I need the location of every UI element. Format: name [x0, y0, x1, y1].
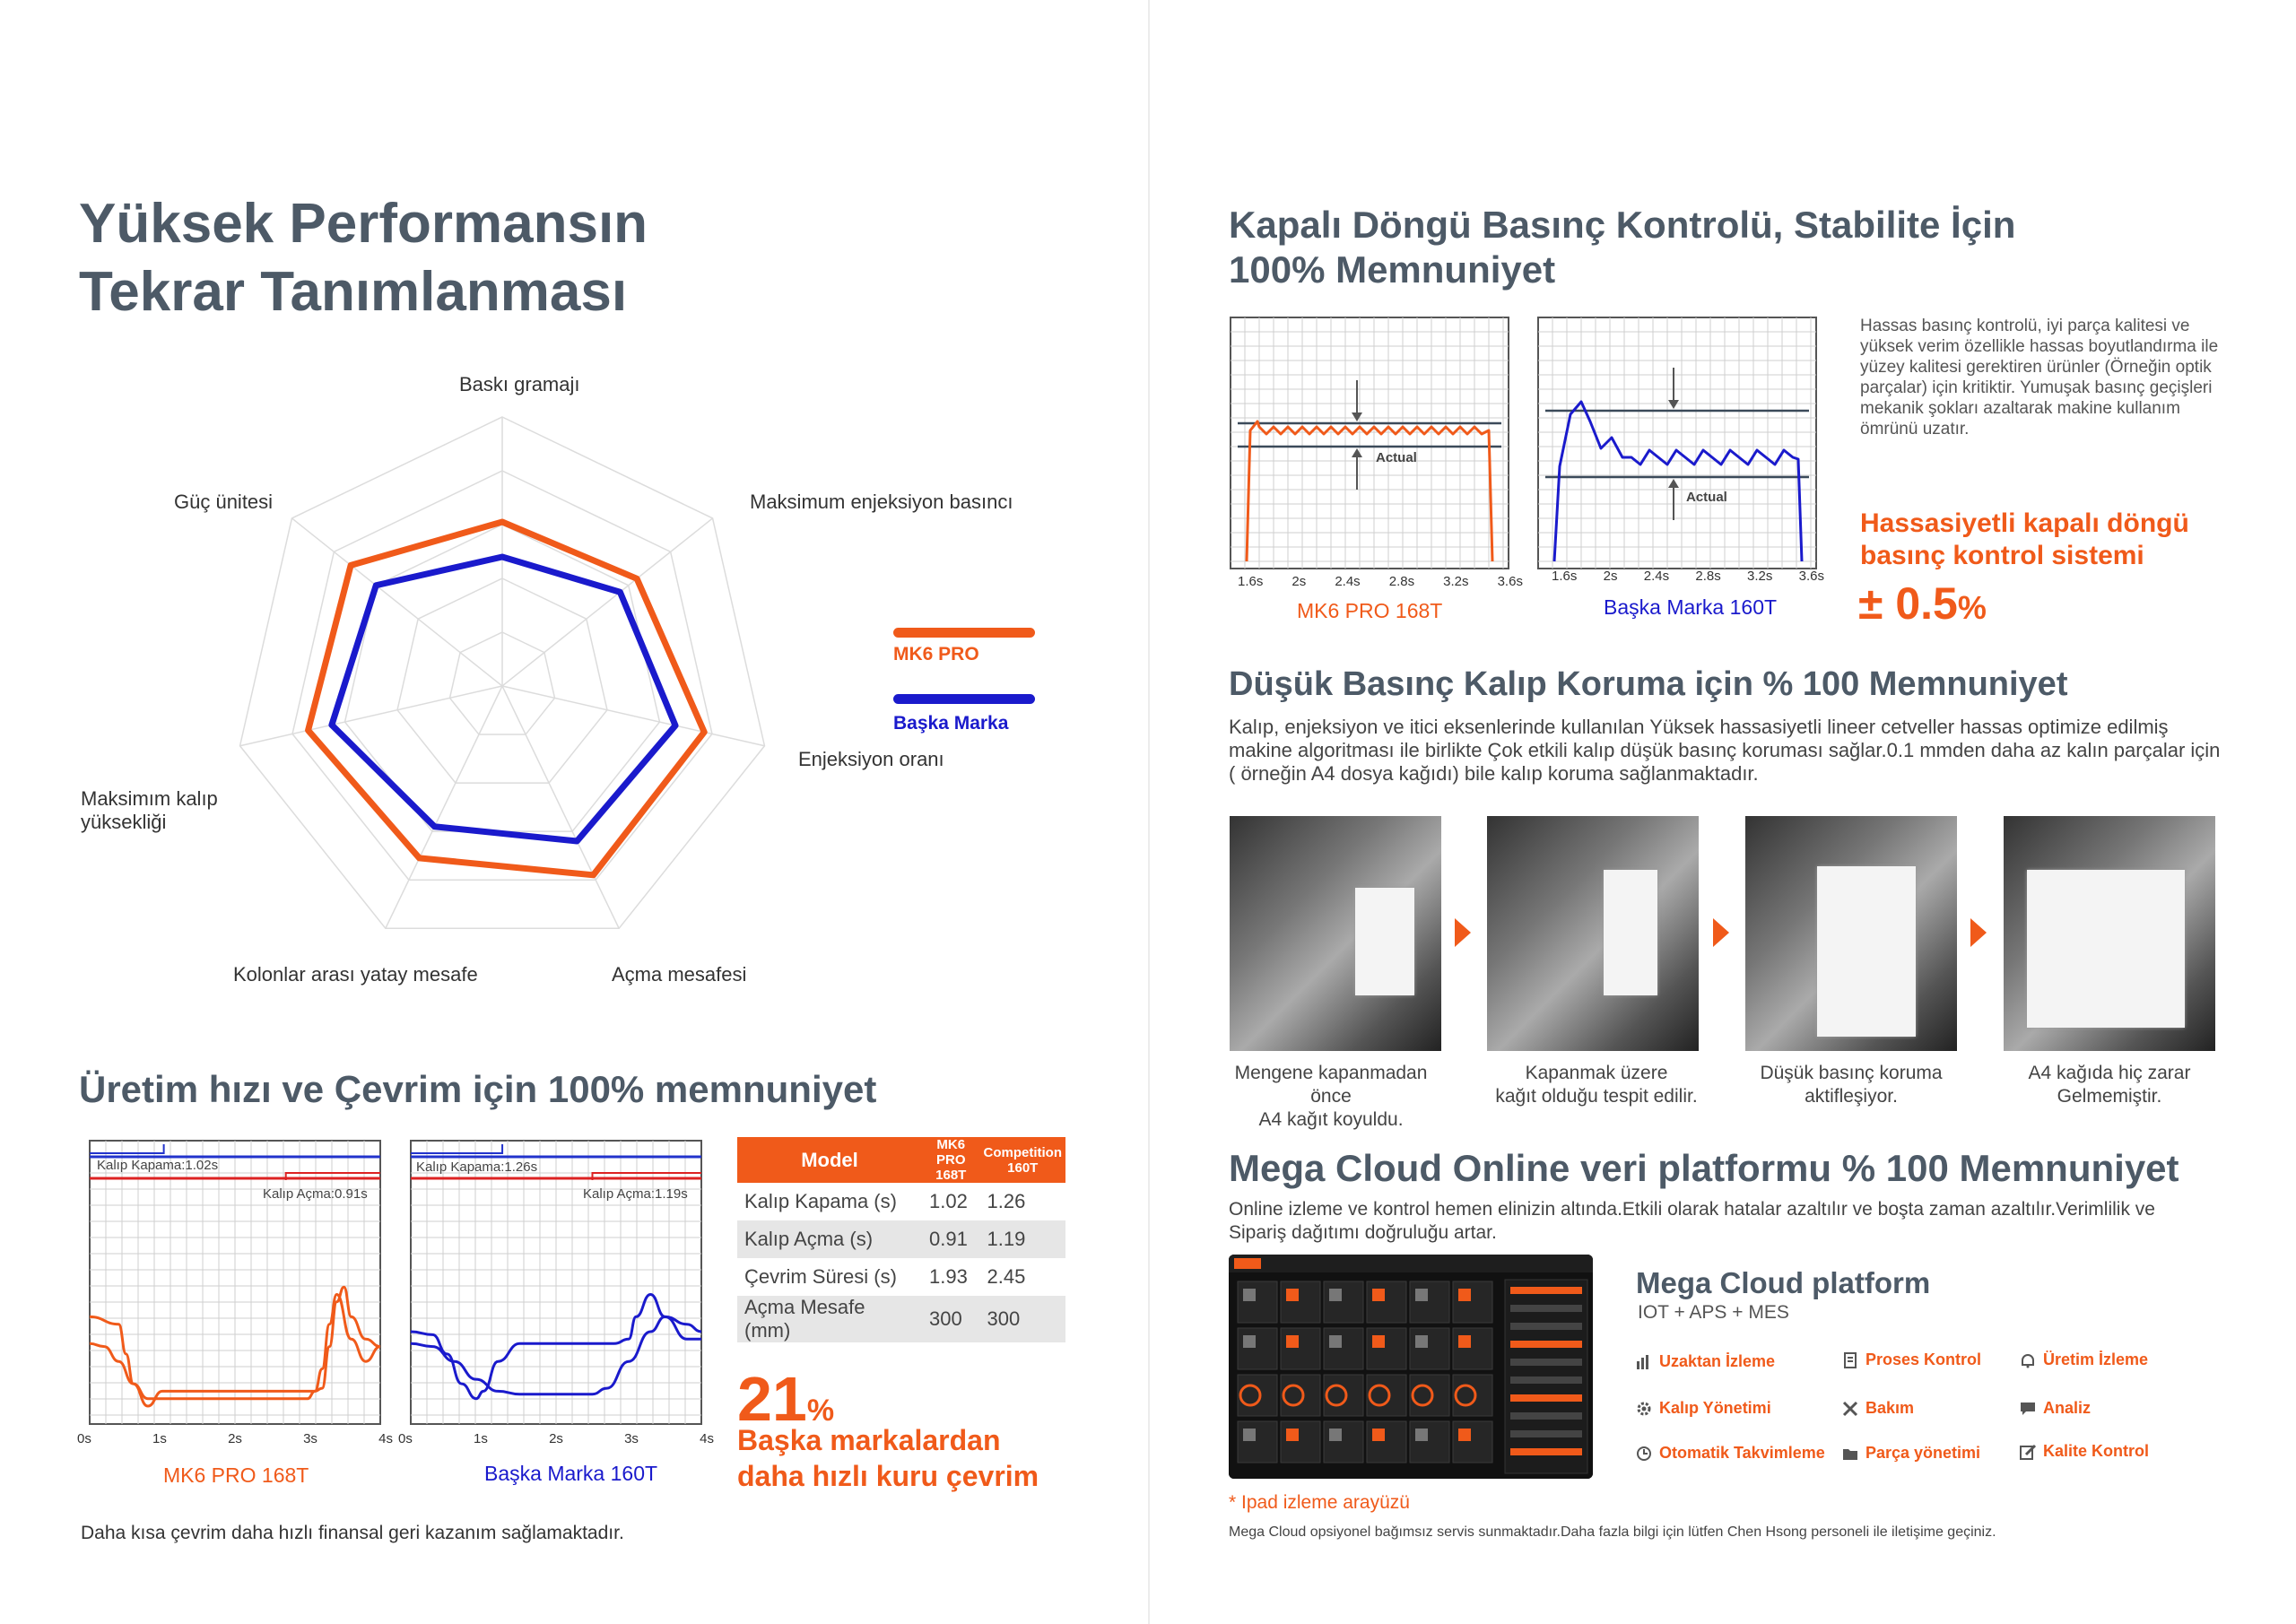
ipad-tile-icon — [1286, 1429, 1299, 1441]
table-row — [737, 1296, 1065, 1342]
ipad-side-row — [1510, 1287, 1582, 1294]
other-kapama-label: Kalıp Kapama:1.26s — [416, 1159, 538, 1175]
tick: 2.8s — [1695, 569, 1721, 584]
ipad-tile — [1324, 1375, 1363, 1416]
mold-title: Düşük Basınç Kalıp Koruma için % 100 Memnuniyet — [1229, 665, 2068, 703]
ipad-tile — [1453, 1328, 1492, 1369]
tick: 2.4s — [1643, 569, 1670, 584]
radar-axis-line — [502, 686, 619, 928]
radar-axis-line — [502, 686, 764, 746]
step-caption-3b: aktifleşiyor. — [1805, 1086, 1898, 1107]
folder-icon — [1842, 1446, 1858, 1462]
paper-sheet — [1604, 870, 1657, 995]
other-cycle-caption: Başka Marka 160T — [484, 1462, 658, 1485]
pressure-hl-2: basınç kontrol sistemi — [1860, 541, 2144, 570]
ipad-screenshot — [1229, 1255, 1593, 1479]
cell-mk6: 0.91 — [922, 1220, 980, 1258]
tick: 2s — [228, 1431, 242, 1446]
cloud-title: Mega Cloud Online veri platformu % 100 Memnuniyet — [1229, 1147, 2179, 1189]
cell-label: Çevrim Süresi (s) — [744, 1265, 897, 1288]
document-icon — [1842, 1352, 1858, 1368]
table-row — [737, 1258, 1065, 1296]
mold-description: Kalıp, enjeksiyon ve itici eksenlerinde kullanılan Yüksek hassasiyetli lineer cetveller hassas optimize edilmiş makine algoritması ile birlikte Çok etkili kalıp düşük basınç koruması sağlar.0.1 mmden daha az kalın parçalar için ( örneğin A4 dosya kağıdı) bile kalıp koruma sağlanmaktadır. — [1229, 716, 2221, 785]
radar-label-maks-kalip-1: Maksimım kalıp — [81, 787, 218, 810]
feature-bakim — [1842, 1399, 1914, 1418]
radar-series-mk6 — [309, 522, 705, 875]
step-caption-4 — [1993, 1062, 2226, 1108]
pressure-chart-mk6 — [1227, 314, 1514, 572]
feature-label: Otomatik Takvimleme — [1659, 1444, 1825, 1462]
gear-icon — [1636, 1401, 1652, 1417]
cycle-chart-other — [405, 1132, 707, 1428]
radar-chart — [54, 359, 1094, 1004]
cell-mk6: 300 — [922, 1296, 980, 1342]
step-photo-4 — [2004, 816, 2215, 1051]
tick: 3s — [303, 1431, 317, 1446]
cell-label: Kalıp Açma (s) — [737, 1220, 922, 1258]
tick: 1s — [474, 1431, 488, 1446]
feature-label: Uzaktan İzleme — [1659, 1352, 1776, 1370]
th-mk6-2: 168T — [935, 1168, 967, 1183]
ipad-tile-icon — [1372, 1289, 1385, 1301]
ipad-side-row — [1510, 1341, 1582, 1348]
pressure-other-caption: Başka Marka 160T — [1604, 595, 1778, 619]
radar-label-maks-basinc: Maksimum enjeksiyon basıncı — [750, 491, 1013, 513]
cloud-footer: Mega Cloud opsiyonel bağımsız servis sunmaktadır.Daha fazla bilgi için lütfen Chen Hsong personeli ile iletişime geçiniz. — [1229, 1524, 1996, 1540]
ipad-tile — [1324, 1281, 1363, 1323]
feature-uzaktan-izleme — [1636, 1352, 1775, 1371]
th-comp — [980, 1137, 1066, 1183]
ipad-topbar — [1229, 1255, 1593, 1272]
pressure-title-1: Kapalı Döngü Basınç Kontrolü, Stabilite İçin — [1229, 204, 2016, 246]
ipad-tile-icon — [1415, 1429, 1428, 1441]
tick: 3.6s — [1497, 574, 1523, 589]
radar-label-baski: Baskı gramajı — [459, 373, 580, 395]
page-divider — [1148, 0, 1150, 1624]
ipad-tile-icon — [1329, 1429, 1342, 1441]
cell-comp: 1.19 — [980, 1220, 1066, 1258]
feature-proses-kontrol — [1842, 1350, 1981, 1369]
feature-analiz — [2020, 1399, 2091, 1418]
cycle-chart-mk6-ticks — [77, 1431, 393, 1446]
bell-icon — [2020, 1352, 2036, 1368]
radar-label-maks-kalip-2: yüksekliği — [81, 811, 167, 833]
speed-title: Üretim hızı ve Çevrim için 100% memnuniyet — [79, 1068, 877, 1110]
step-caption-2b: kağıt olduğu tespit edilir. — [1495, 1086, 1698, 1107]
ipad-tile-icon — [1329, 1335, 1342, 1348]
step-caption-2a: Kapanmak üzere — [1525, 1063, 1668, 1083]
ipad-tile — [1410, 1375, 1449, 1416]
left-page-title — [79, 190, 648, 326]
ipad-tile — [1453, 1375, 1492, 1416]
table-row — [737, 1220, 1065, 1258]
paper-sheet — [2027, 870, 2185, 1028]
tick: 3s — [624, 1431, 639, 1446]
feature-otomatik-takvimleme — [1636, 1444, 1825, 1463]
ipad-side-row — [1510, 1394, 1582, 1402]
ipad-logo — [1234, 1258, 1261, 1269]
pressure-mk6-caption: MK6 PRO 168T — [1297, 599, 1443, 622]
ipad-dashboard-graphic — [1229, 1255, 1593, 1479]
step-caption-1 — [1214, 1062, 1448, 1132]
tick: 1.6s — [1552, 569, 1578, 584]
ipad-tile — [1281, 1375, 1320, 1416]
feature-label: Üretim İzleme — [2043, 1350, 2149, 1368]
tick: 2.4s — [1335, 574, 1361, 589]
ipad-tile — [1281, 1281, 1320, 1323]
pressure-highlight — [1860, 508, 2189, 572]
ipad-tile — [1453, 1421, 1492, 1463]
ipad-side-row — [1510, 1305, 1582, 1312]
cell-comp: 2.45 — [987, 1265, 1026, 1288]
cell-label: Açma Mesafe (mm) — [737, 1296, 922, 1342]
ipad-tile — [1238, 1328, 1277, 1369]
ipad-tile — [1410, 1421, 1449, 1463]
ipad-tile-icon — [1243, 1289, 1256, 1301]
table-row — [737, 1183, 1065, 1220]
tick: 0s — [77, 1431, 91, 1446]
chart-frame — [1231, 317, 1509, 569]
tools-icon — [1842, 1401, 1858, 1417]
mk6-acma-label: Kalıp Açma:0.91s — [263, 1186, 368, 1202]
pressure-other-actual: Actual — [1686, 490, 1727, 505]
cell-comp: 300 — [980, 1296, 1066, 1342]
big-stat-text — [737, 1422, 1039, 1494]
chat-icon — [2020, 1401, 2036, 1417]
legend-mk6: MK6 PRO — [893, 644, 979, 664]
tick: 2.8s — [1388, 574, 1415, 589]
ipad-tile-icon — [1458, 1289, 1471, 1301]
radar-axis-line — [386, 686, 502, 928]
ipad-tile-icon — [1329, 1289, 1342, 1301]
cycle-chart-other-ticks — [398, 1431, 714, 1446]
pressure-title-2: 100% Memnuniyet — [1229, 248, 1556, 291]
feature-label: Bakım — [1866, 1399, 1915, 1417]
radar-axis-line — [502, 518, 713, 686]
big-number: 21 — [737, 1364, 807, 1434]
title-line-1: Yüksek Performansın — [79, 193, 648, 255]
ipad-side-row — [1510, 1448, 1582, 1455]
ipad-tile — [1238, 1375, 1277, 1416]
step-caption-4b: Gelmemiştir. — [2057, 1086, 2162, 1107]
th-model: Model — [737, 1137, 922, 1183]
radar-label-enjeksiyon-orani: Enjeksiyon oranı — [798, 748, 944, 770]
feature-label: Kalıp Yönetimi — [1659, 1399, 1771, 1417]
pressure-value-unit: % — [1957, 589, 1987, 626]
cloud-description: Online izleme ve kontrol hemen elinizin altında.Etkili olarak hatalar azaltılır ve boşta zaman azaltılır.Verimlilik ve Sipariş dağıtımı doğruluğu artar. — [1229, 1199, 2155, 1243]
step-caption-1a: Mengene kapanmadan önce — [1234, 1063, 1428, 1107]
legend-other: Başka Marka — [893, 713, 1009, 734]
tick: 2s — [549, 1431, 563, 1446]
cell-mk6: 1.93 — [929, 1265, 968, 1288]
cycle-chart-mk6 — [84, 1132, 386, 1428]
ipad-tile — [1281, 1328, 1320, 1369]
ipad-tile-icon — [1243, 1429, 1256, 1441]
radar-label-guc: Güç ünitesi — [174, 491, 274, 513]
other-acma-label: Kalıp Açma:1.19s — [583, 1186, 688, 1202]
th-mk6 — [922, 1137, 980, 1183]
ipad-tile — [1453, 1281, 1492, 1323]
th-mk6-1: MK6 PRO — [935, 1137, 966, 1168]
mk6-kapama-label: Kalıp Kapama:1.02s — [97, 1158, 219, 1173]
table-header — [737, 1137, 1065, 1183]
clock-icon — [1636, 1446, 1652, 1462]
comparison-table — [737, 1137, 1065, 1342]
ipad-tile-icon — [1286, 1335, 1299, 1348]
th-comp-2: 160T — [1007, 1159, 1039, 1176]
tick: 3.2s — [1746, 569, 1773, 584]
tick: 0s — [398, 1431, 413, 1446]
feature-label: Analiz — [2043, 1399, 2092, 1417]
radar-series-other — [332, 557, 675, 841]
tick: 1s — [152, 1431, 167, 1446]
tick: 3.6s — [1798, 569, 1824, 584]
ipad-tile-icon — [1458, 1429, 1471, 1441]
tick: 2s — [1603, 569, 1618, 584]
ipad-caption: * Ipad izleme arayüzü — [1229, 1492, 1410, 1513]
ipad-tile-icon — [1458, 1335, 1471, 1348]
feature-label: Proses Kontrol — [1866, 1350, 1982, 1368]
edit-icon — [2020, 1444, 2036, 1460]
th-comp-1: Competition — [983, 1144, 1062, 1160]
ipad-tile-icon — [1372, 1429, 1385, 1441]
feature-label: Kalite Kontrol — [2043, 1442, 2150, 1460]
feature-kalite-kontrol — [2020, 1442, 2149, 1461]
step-arrow-icon — [1970, 918, 1987, 947]
mk6-cycle-caption: MK6 PRO 168T — [163, 1463, 309, 1487]
big-text-2: daha hızlı kuru çevrim — [737, 1460, 1039, 1492]
tick: 4s — [378, 1431, 393, 1446]
legend-swatch-other — [893, 694, 1035, 704]
title-line-2: Tekrar Tanımlanması — [79, 261, 628, 323]
tick: 4s — [700, 1431, 714, 1446]
radar-label-maks-kalip — [81, 787, 218, 834]
left-footer: Daha kısa çevrim daha hızlı finansal geri kazanım sağlamaktadır. — [81, 1523, 624, 1543]
pressure-chart-other-ticks — [1552, 569, 1824, 584]
pressure-hl-1: Hassasiyetli kapalı döngü — [1860, 508, 2189, 538]
pressure-value — [1858, 578, 1987, 630]
step-photo-3 — [1745, 816, 1957, 1051]
feature-kalip-yonetimi — [1636, 1399, 1771, 1418]
pressure-chart-mk6-ticks — [1238, 574, 1523, 589]
radar-axis-line — [240, 686, 502, 746]
feature-label: Parça yönetimi — [1866, 1444, 1981, 1462]
ipad-tile — [1367, 1281, 1406, 1323]
pressure-description: Hassas basınç kontrolü, iyi parça kalitesi ve yüksek verim özellikle hassas boyutlandırma ile yüzey kalitesi gerektiren ürünler (Örneğin optik parçalar) için kritiktir. Yumuşak basınç geçişleri mekanik şokları azaltarak makine kullanım ömrünü uzatır. — [1860, 317, 2219, 439]
step-caption-3 — [1735, 1062, 1968, 1108]
big-unit: % — [806, 1394, 835, 1428]
ipad-tile — [1324, 1421, 1363, 1463]
ipad-side-row — [1510, 1430, 1582, 1437]
step-caption-1b: A4 kağıt koyuldu. — [1258, 1109, 1404, 1130]
ipad-side-row — [1510, 1359, 1582, 1366]
platform-title: Mega Cloud platform — [1636, 1266, 1931, 1299]
ipad-tile-icon — [1415, 1335, 1428, 1348]
cell-label: Kalıp Kapama (s) — [744, 1190, 897, 1212]
tick: 1.6s — [1238, 574, 1264, 589]
step-photo-1 — [1230, 816, 1441, 1051]
cell-comp: 1.26 — [987, 1190, 1026, 1212]
ipad-tile — [1410, 1281, 1449, 1323]
ipad-tile — [1367, 1328, 1406, 1369]
feature-parca-yonetimi — [1842, 1444, 1980, 1463]
legend-swatch-mk6 — [893, 628, 1035, 638]
ipad-tile — [1367, 1375, 1406, 1416]
feature-uretim-izleme — [2020, 1350, 2148, 1369]
ipad-side-row — [1510, 1323, 1582, 1330]
step-caption-4a: A4 kağıda hiç zarar — [2028, 1063, 2191, 1083]
ipad-tile-icon — [1243, 1335, 1256, 1348]
step-caption-2 — [1480, 1062, 1713, 1108]
ipad-side-row — [1510, 1376, 1582, 1384]
ipad-tile — [1367, 1421, 1406, 1463]
step-arrow-icon — [1455, 918, 1471, 947]
step-caption-3a: Düşük basınç koruma — [1760, 1063, 1943, 1083]
ipad-tile — [1410, 1328, 1449, 1369]
ipad-tile — [1238, 1281, 1277, 1323]
ipad-tile-icon — [1286, 1289, 1299, 1301]
platform-subtitle: IOT + APS + MES — [1638, 1302, 1789, 1323]
step-arrow-icon — [1713, 918, 1729, 947]
big-text-1: Başka markalardan — [737, 1424, 1001, 1456]
bar-chart-icon — [1636, 1354, 1652, 1370]
radar-label-kolonlar: Kolonlar arası yatay mesafe — [233, 963, 478, 986]
pressure-chart-other — [1535, 314, 1822, 572]
pressure-mk6-actual: Actual — [1376, 450, 1417, 465]
ipad-tile — [1324, 1328, 1363, 1369]
chart-frame — [1538, 317, 1816, 569]
ipad-side-row — [1510, 1412, 1582, 1420]
tick: 2s — [1292, 574, 1307, 589]
ipad-tile — [1281, 1421, 1320, 1463]
pressure-title — [1229, 203, 2015, 292]
ipad-tile-icon — [1372, 1335, 1385, 1348]
step-photo-2 — [1487, 816, 1699, 1051]
pressure-value-number: ± 0.5 — [1858, 578, 1958, 629]
paper-sheet — [1355, 888, 1414, 995]
paper-sheet — [1817, 866, 1916, 1037]
radar-label-acma: Açma mesafesi — [612, 963, 747, 986]
ipad-tile — [1238, 1421, 1277, 1463]
cell-mk6: 1.02 — [929, 1190, 968, 1212]
ipad-tile-icon — [1415, 1289, 1428, 1301]
tick: 3.2s — [1443, 574, 1469, 589]
